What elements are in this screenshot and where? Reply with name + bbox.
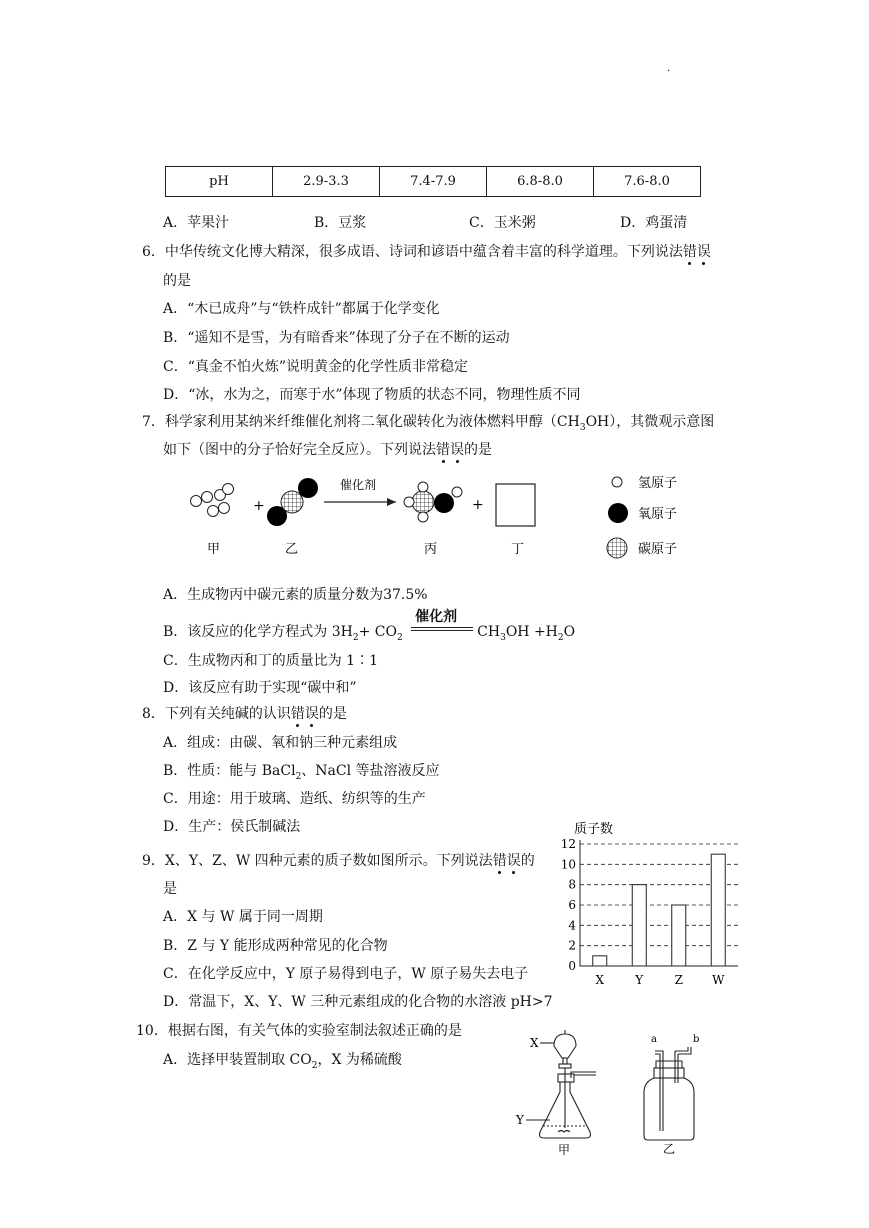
- gas-apparatus: [510, 1028, 730, 1158]
- bar-w: [711, 854, 725, 966]
- q10-stem: 10．根据右图，有关气体的实验室制法叙述正确的是: [136, 1023, 462, 1039]
- y-tick-label: 6: [568, 898, 576, 912]
- label-y: Y: [516, 1113, 524, 1127]
- page-dot: ·: [667, 66, 671, 77]
- table-cell: 7.4-7.9: [380, 167, 487, 197]
- q8-option-c: C．用途：用于玻璃、造纸、纺织等的生产: [163, 791, 426, 807]
- label-jia: 甲: [558, 1143, 571, 1157]
- table-cell: 2.9-3.3: [273, 167, 380, 197]
- hydrogen-molecules: [191, 484, 234, 517]
- label-a: a: [651, 1034, 657, 1045]
- q9-stem-line2: 是: [163, 881, 177, 897]
- bar-z: [672, 905, 686, 966]
- arrow-head-icon: [387, 498, 396, 506]
- label-b: b: [693, 1034, 700, 1045]
- q9-stem: 9．X、Y、Z、W 四种元素的质子数如图所示。下列说法错误的: [142, 850, 535, 870]
- bar-y: [632, 885, 646, 966]
- y-tick-label: 0: [568, 959, 576, 973]
- q6-option-c: C．“真金不怕火炼”说明黄金的化学性质非常稳定: [163, 359, 469, 375]
- q6-option-d: D．“冰，水为之，而寒于水”体现了物质的状态不同，物理性质不同: [163, 387, 581, 403]
- q7-stem-line2: 如下（图中的分子恰好完全反应）。下列说法错误的是: [163, 439, 492, 459]
- q7-option-b: B．该反应的化学方程式为 $3H_2+ CO_2$ 催化剂 $CH_3OH +H_2O$: [163, 621, 575, 643]
- label-yi: 乙: [285, 542, 299, 557]
- x-tick-label: X: [595, 973, 605, 987]
- label-bing: 丙: [424, 542, 438, 557]
- q5-option-d: D．鸡蛋清: [620, 215, 688, 231]
- label-jia: 甲: [207, 542, 221, 557]
- proton-number-chart: [560, 816, 750, 988]
- q7-option-a: A．生成物丙中碳元素的质量分数为37.5%: [163, 587, 428, 603]
- q8-option-d: D．生产：侯氏制碱法: [163, 819, 301, 835]
- label-x: X: [530, 1036, 539, 1050]
- y-tick-label: 10: [560, 857, 576, 872]
- q8-stem: 8．下列有关纯碱的认识错误的是: [142, 703, 347, 723]
- methanol-molecule: [404, 482, 462, 522]
- plus-sign: +: [472, 497, 484, 513]
- q9-option-c: C．在化学反应中，Y 原子易得到电子，W 原子易失去电子: [163, 966, 529, 982]
- y-tick-label: 2: [568, 938, 576, 953]
- legend: [607, 476, 677, 558]
- q6-stem: 6．中华传统文化博大精深，很多成语、诗词和谚语中蕴含着丰富的科学道理。下列说法错误: [142, 241, 711, 261]
- co2-molecule: [267, 478, 318, 526]
- q7-option-c: C．生成物丙和丁的质量比为 1∶1: [163, 653, 378, 669]
- catalyst-label: 催化剂: [340, 478, 377, 492]
- table-row: [166, 167, 701, 197]
- bar-x: [593, 956, 607, 966]
- catalyst-equals: [411, 609, 473, 636]
- chart-ylabel: 质子数: [574, 822, 614, 837]
- label-yi: 乙: [663, 1142, 676, 1156]
- y-tick-label: 4: [568, 918, 576, 933]
- q9-option-b: B．Z 与 Y 能形成两种常见的化合物: [163, 938, 388, 954]
- q8-option-b: B．性质：能与 BaCl$_2$、NaCl 等盐溶液反应: [163, 763, 440, 782]
- q9-option-d: D．常温下，X、Y、W 三种元素组成的化合物的水溶液 pH>7: [163, 994, 553, 1010]
- gas-bottle: [644, 1047, 694, 1140]
- q5-option-c: C．玉米粥: [469, 215, 536, 231]
- q10-option-a: A．选择甲装置制取 $CO_2$，X 为稀硫酸: [163, 1052, 402, 1071]
- reaction-diagram: [180, 470, 700, 570]
- table-cell: 6.8-8.0: [487, 167, 594, 197]
- x-tick-label: Y: [635, 973, 644, 987]
- q8-option-a: A．组成：由碳、氧和钠三种元素组成: [163, 735, 398, 751]
- q6-stem-line2: 的是: [163, 273, 191, 289]
- legend-hydrogen: 氢原子: [638, 476, 678, 491]
- y-tick-label: 12: [560, 837, 576, 851]
- q7-stem: 7．科学家利用某纳米纤维催化剂将二氧化碳转化为液体燃料甲醇$(CH_3OH)$，其微观示意图: [142, 414, 715, 433]
- q6-option-b: B．“遥知不是雪，为有暗香来”体现了分子在不断的运动: [163, 330, 510, 346]
- q6-option-a: A．“木已成舟”与“铁杵成针”都属于化学变化: [163, 301, 440, 317]
- q9-option-a: A．X 与 W 属于同一周期: [163, 909, 323, 925]
- plus-sign: +: [253, 498, 265, 514]
- legend-carbon: 碳原子: [638, 542, 678, 557]
- legend-oxygen: 氧原子: [638, 507, 678, 522]
- ph-table: [165, 166, 701, 197]
- label-ding: 丁: [511, 542, 525, 557]
- q7-option-d: D．该反应有助于实现“碳中和”: [163, 680, 357, 696]
- q5-option-a: A．苹果汁: [163, 215, 230, 231]
- table-cell: 7.6-8.0: [594, 167, 701, 197]
- y-tick-label: 8: [568, 877, 576, 892]
- table-cell: pH: [166, 167, 273, 197]
- unknown-product-box: [496, 484, 535, 526]
- x-tick-label: W: [712, 973, 725, 987]
- catalyst-condition: 催化剂: [415, 609, 458, 625]
- x-tick-label: Z: [674, 973, 683, 987]
- q5-option-b: B．豆浆: [314, 215, 367, 231]
